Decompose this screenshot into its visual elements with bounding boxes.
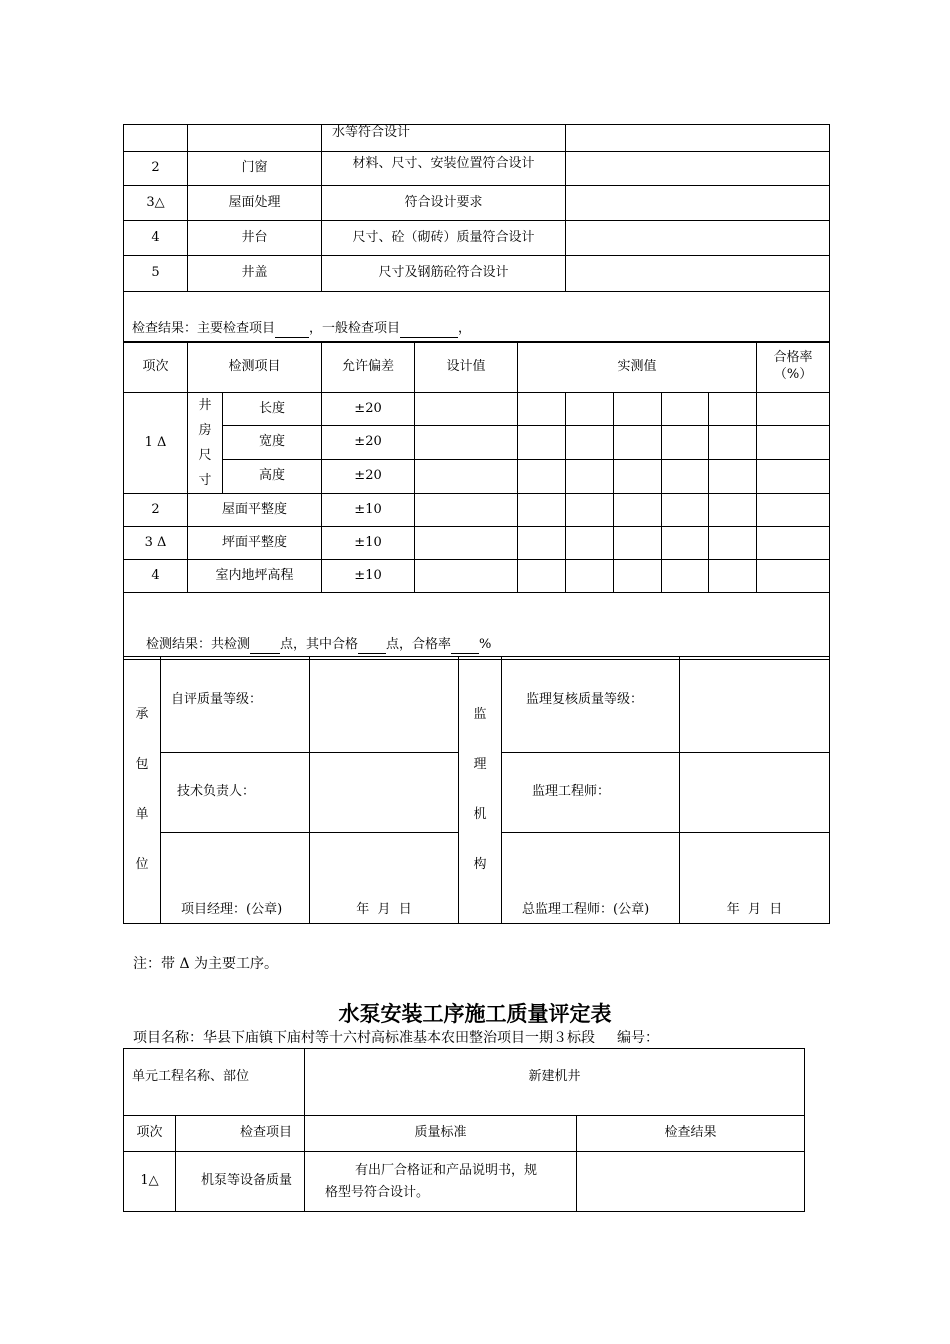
supervisor-char: 监 (473, 707, 487, 722)
measured-cell (518, 426, 566, 459)
check-result-sep: ，一般检查项目 (309, 321, 401, 337)
row-result (566, 221, 830, 256)
number-label: 编号： (617, 1030, 659, 1046)
measured-cell (662, 560, 709, 593)
header-no: 项次 (124, 342, 188, 393)
measured-cell (662, 426, 709, 459)
measured-cell (518, 393, 566, 426)
self-grade-value (310, 657, 459, 753)
row-item (188, 125, 322, 152)
tech-lead-value (310, 753, 459, 833)
row-item: 井盖 (188, 256, 322, 292)
row1-result (577, 1152, 805, 1212)
h-standard: 质量标准 (305, 1116, 577, 1152)
measured-cell (614, 494, 662, 527)
sup-engineer-value (680, 753, 830, 833)
measure-item: 室内地坪高程 (188, 560, 322, 593)
row-standard: 符合设计要求 (322, 186, 566, 221)
h-result: 检查结果 (577, 1116, 805, 1152)
measured-cell (662, 527, 709, 560)
unit-label: 单元工程名称、部位 (124, 1049, 305, 1116)
section-title: 水泵安装工序施工质量评定表 (338, 1002, 612, 1026)
blank-line (451, 641, 479, 654)
measured-cell (518, 560, 566, 593)
measure-no: 4 (124, 560, 188, 593)
row-result (566, 256, 830, 292)
check-result-label: 检查结果：主要检查项目 (132, 321, 276, 337)
row1-item: 机泵等设备质量 (176, 1152, 305, 1212)
group-char: 井 (198, 398, 212, 413)
rate-cell (757, 527, 830, 560)
detect-c: 点，合格率 (386, 637, 452, 653)
measure-item: 高度 (223, 459, 322, 493)
detect-d: % (479, 637, 492, 653)
measured-cell (518, 459, 566, 493)
project-line (133, 1027, 659, 1047)
measure-no: 2 (124, 494, 188, 527)
blank-line (358, 641, 386, 654)
group-no: 1 Δ (124, 393, 188, 494)
measure-no: 3 Δ (124, 527, 188, 560)
measured-cell (566, 393, 614, 426)
measured-cell (709, 560, 757, 593)
measure-tol: ±10 (322, 494, 415, 527)
measured-cell (709, 494, 757, 527)
measured-cell (566, 494, 614, 527)
group-char: 房 (198, 423, 212, 438)
header-measured: 实测值 (518, 342, 757, 393)
detect-b: 点，其中合格 (280, 637, 359, 653)
row-no: 4 (124, 221, 188, 256)
measure-item: 屋面平整度 (188, 494, 322, 527)
contractor-char: 单 (135, 807, 149, 822)
supervisor-label (459, 657, 502, 924)
measure-tol: ±20 (322, 393, 415, 426)
check-result-cell (124, 292, 830, 343)
h-item: 检查项目 (176, 1116, 305, 1152)
supervisor-char: 理 (473, 757, 487, 772)
rate-cell (757, 494, 830, 527)
rate-cell (757, 393, 830, 426)
measured-cell (614, 426, 662, 459)
row-standard: 尺寸及钢筋砼符合设计 (322, 256, 566, 292)
detect-a: 检测结果：共检测 (146, 637, 251, 653)
measure-table (123, 341, 830, 660)
measured-cell (614, 527, 662, 560)
header-tolerance: 允许偏差 (322, 342, 415, 393)
design-cell (415, 560, 518, 593)
measure-tol: ±20 (322, 459, 415, 493)
check-result-end: ， (458, 321, 472, 337)
measured-cell (662, 494, 709, 527)
row-item: 井台 (188, 221, 322, 256)
row-no: 2 (124, 152, 188, 186)
design-cell (415, 494, 518, 527)
row-item: 屋面处理 (188, 186, 322, 221)
measured-cell (566, 560, 614, 593)
blank-line (250, 641, 280, 654)
measured-cell (614, 459, 662, 493)
contractor-char: 位 (135, 857, 149, 872)
measured-cell (662, 393, 709, 426)
row-no: 3△ (124, 186, 188, 221)
row-standard: 材料、尺寸、安装位置符合设计 (322, 152, 566, 186)
group-label (188, 393, 223, 494)
pm-date: 年 月 日 (310, 833, 459, 924)
measured-cell (518, 494, 566, 527)
sup-engineer-label: 监理工程师： (502, 753, 680, 833)
header-design: 设计值 (415, 342, 518, 393)
project-name: 项目名称：华县下庙镇下庙村等十六村高标准基本农田整治项目一期３标段 (133, 1030, 595, 1046)
chief-date: 年 月 日 (680, 833, 830, 924)
measured-cell (614, 393, 662, 426)
row-result (566, 125, 830, 152)
measure-tol: ±10 (322, 527, 415, 560)
design-cell (415, 426, 518, 459)
design-cell (415, 459, 518, 493)
measured-cell (566, 426, 614, 459)
sup-grade-value (680, 657, 830, 753)
sup-grade-label: 监理复核质量等级： (502, 657, 680, 753)
blank-line (275, 325, 309, 338)
row-standard: 尺寸、砼（砌砖）质量符合设计 (322, 221, 566, 256)
row-standard: 水等符合设计 (322, 125, 566, 152)
row1-standard (305, 1152, 577, 1212)
group-char: 寸 (198, 473, 212, 488)
detect-result-cell (124, 593, 830, 660)
measure-tol: ±10 (322, 560, 415, 593)
header-item: 检测项目 (188, 342, 322, 393)
signature-table (123, 656, 830, 924)
row1-no: 1△ (124, 1152, 176, 1212)
measured-cell (614, 560, 662, 593)
row-item: 门窗 (188, 152, 322, 186)
tech-lead-label: 技术负责人： (161, 753, 310, 833)
contractor-char: 包 (135, 757, 149, 772)
header-rate (757, 342, 830, 393)
group-char: 尺 (198, 448, 212, 463)
measure-item: 坪面平整度 (188, 527, 322, 560)
measure-item: 宽度 (223, 426, 322, 459)
pm-label: 项目经理：(公章) (161, 833, 310, 924)
rate-cell (757, 459, 830, 493)
top-check-table (123, 124, 830, 343)
unit-value: 新建机井 (305, 1049, 805, 1116)
pump-install-table (123, 1048, 805, 1212)
row1-std-b: 格型号符合设计。 (325, 1184, 430, 1200)
measured-cell (566, 527, 614, 560)
blank-line (400, 325, 458, 338)
supervisor-char: 构 (473, 857, 487, 872)
measured-cell (662, 459, 709, 493)
measured-cell (518, 527, 566, 560)
chief-sup-label: 总监理工程师：(公章) (502, 833, 680, 924)
row-result (566, 186, 830, 221)
h-no: 项次 (124, 1116, 176, 1152)
design-cell (415, 393, 518, 426)
measured-cell (709, 527, 757, 560)
rate-cell (757, 426, 830, 459)
measure-tol: ±20 (322, 426, 415, 459)
row-result (566, 152, 830, 186)
measured-cell (566, 459, 614, 493)
design-cell (415, 527, 518, 560)
measure-item: 长度 (223, 393, 322, 426)
supervisor-char: 机 (473, 807, 487, 822)
self-grade-label: 自评质量等级： (161, 657, 310, 753)
measured-cell (709, 459, 757, 493)
contractor-char: 承 (135, 707, 149, 722)
footnote: 注：带 Δ 为主要工序。 (133, 956, 279, 972)
measured-cell (709, 426, 757, 459)
row-no: 5 (124, 256, 188, 292)
rate-unit: （%） (773, 367, 813, 382)
contractor-label (124, 657, 161, 924)
row1-std-a: 有出厂合格证和产品说明书，规 (355, 1162, 538, 1178)
row-no (124, 125, 188, 152)
rate-label: 合格率 (773, 350, 813, 366)
measured-cell (709, 393, 757, 426)
rate-cell (757, 560, 830, 593)
